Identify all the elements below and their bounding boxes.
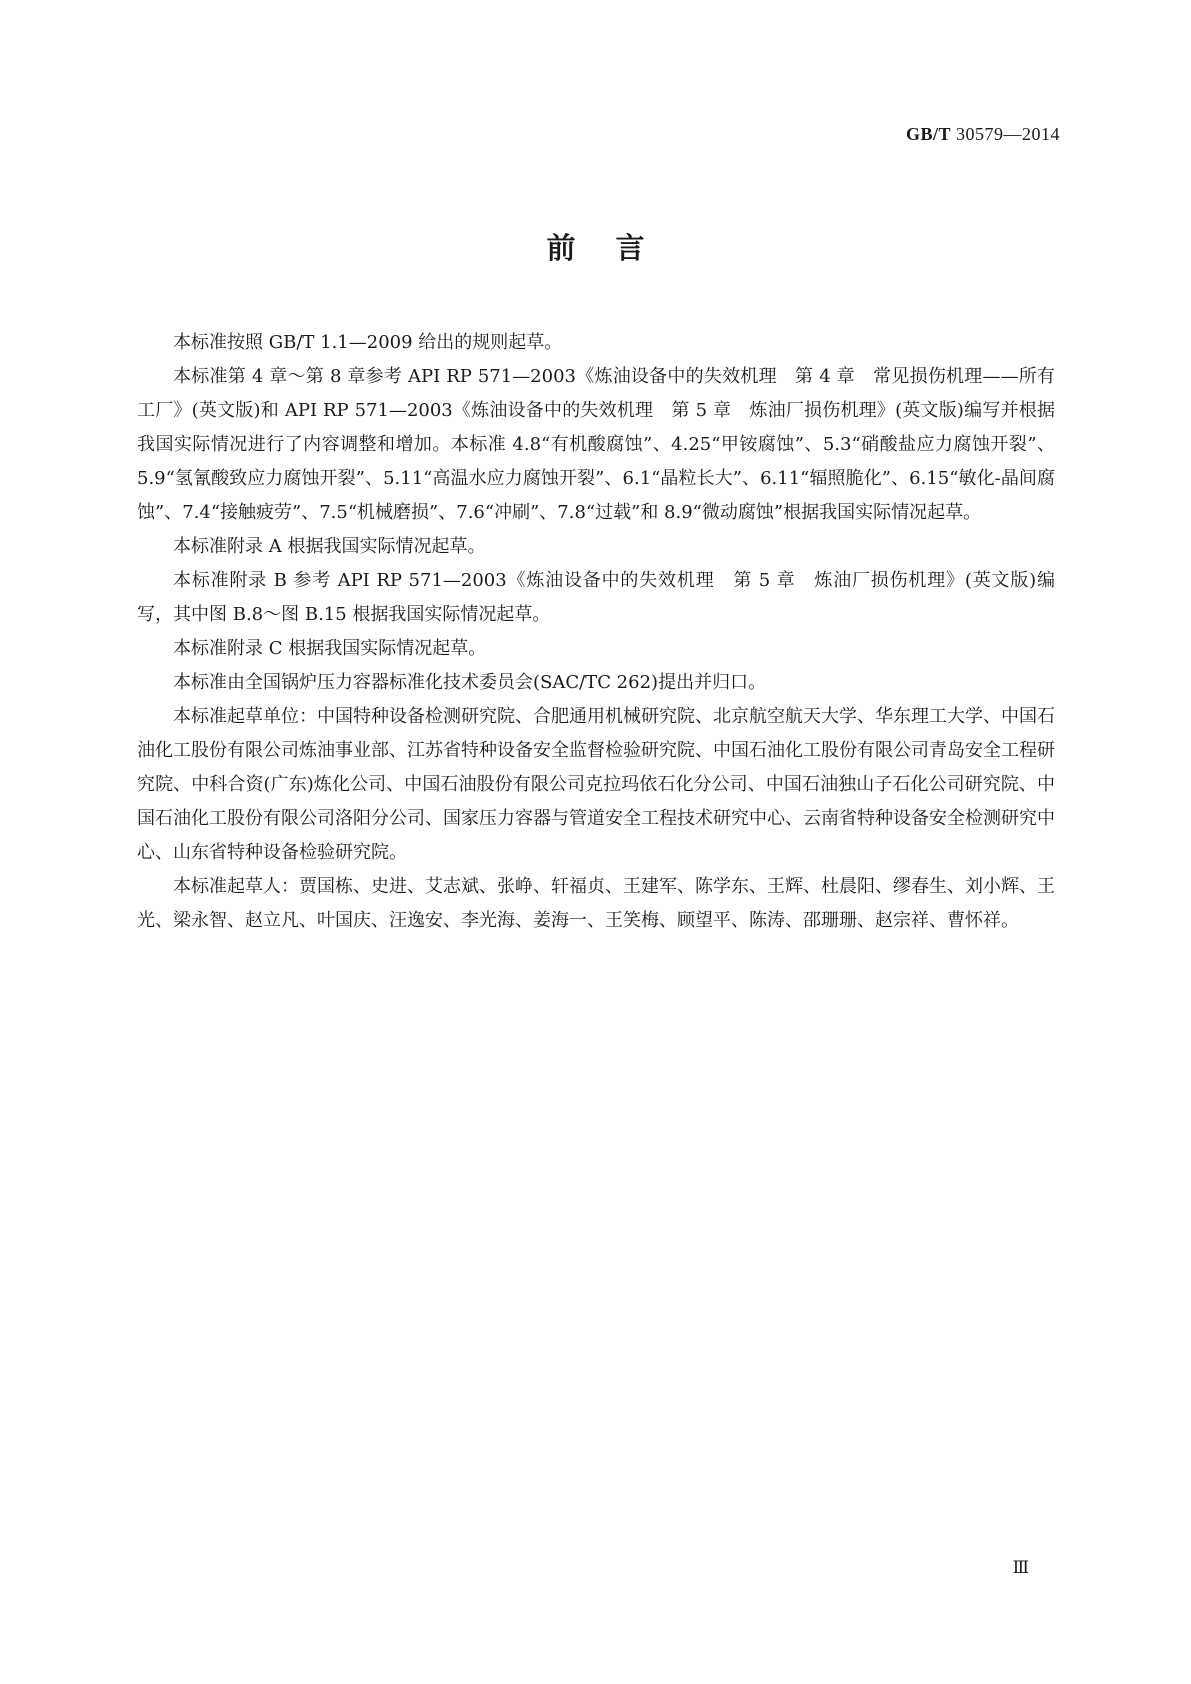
standard-code — [906, 124, 1060, 145]
paragraph-proposer: 本标准由全国锅炉压力容器标准化技术委员会(SAC/TC 262)提出并归口。 — [173, 672, 767, 693]
paragraph-drafters: 本标准起草人：贾国栋、史进、艾志斌、张峥、轩福贞、王建军、陈学东、王辉、杜晨阳、缪春生、刘小辉、王光、梁永智、赵立凡、叶国庆、汪逸安、李光海、姜海一、王笑梅、顾望平、陈涛、邵珊珊、赵宗祥、曹怀祥。 — [137, 876, 1055, 931]
paragraph-annex-b: 本标准附录 B 参考 API RP 571—2003《炼油设备中的失效机理 第 5 章 炼油厂损伤机理》(英文版)编写，其中图 B.8～图 B.15 根据我国实际情况起草。 — [137, 570, 1055, 625]
paragraph-references: 本标准第 4 章～第 8 章参考 API RP 571—2003《炼油设备中的失效机理 第 4 章 常见损伤机理——所有工厂》(英文版)和 API RP 571—2003《炼油设备中的失效机理 第 5 章 炼油厂损伤机理》(英文版)编写并根据我国实际情况进行了内容调整和增加。本标准 4.8“有机酸腐蚀”、4.25“甲铵腐蚀”、5.3“硝酸盐应力腐蚀开裂”、5.9“氢氰酸致应力腐蚀开裂”、5.11“高温水应力腐蚀开裂”、6.1“晶粒长大”、6.11“辐照脆化”、6.15“敏化-晶间腐蚀”、7.4“接触疲劳”、7.5“机械磨损”、7.6“冲刷”、7.8“过载”和 8.9“微动腐蚀”根据我国实际情况起草。 — [137, 366, 1055, 523]
paragraph-annex-a: 本标准附录 A 根据我国实际情况起草。 — [173, 536, 486, 557]
page-title: 前言 — [546, 231, 685, 265]
paragraph-drafting-units: 本标准起草单位：中国特种设备检测研究院、合肥通用机械研究院、北京航空航天大学、华东理工大学、中国石油化工股份有限公司炼油事业部、江苏省特种设备安全监督检验研究院、中国石油化工股份有限公司青岛安全工程研究院、中科合资(广东)炼化公司、中国石油股份有限公司克拉玛依石化分公司、中国石油独山子石化公司研究院、中国石油化工股份有限公司洛阳分公司、国家压力容器与管道安全工程技术研究中心、云南省特种设备安全检测研究中心、山东省特种设备检验研究院。 — [137, 706, 1055, 863]
paragraph-annex-c: 本标准附录 C 根据我国实际情况起草。 — [173, 638, 487, 659]
standard-prefix: GB/T — [905, 124, 951, 144]
paragraph-drafting-rules: 本标准按照 GB/T 1.1—2009 给出的规则起草。 — [173, 332, 563, 353]
standard-number: 30579—2014 — [956, 124, 1060, 144]
page-number: Ⅲ — [1012, 1558, 1029, 1577]
foreword-body — [137, 326, 1055, 938]
